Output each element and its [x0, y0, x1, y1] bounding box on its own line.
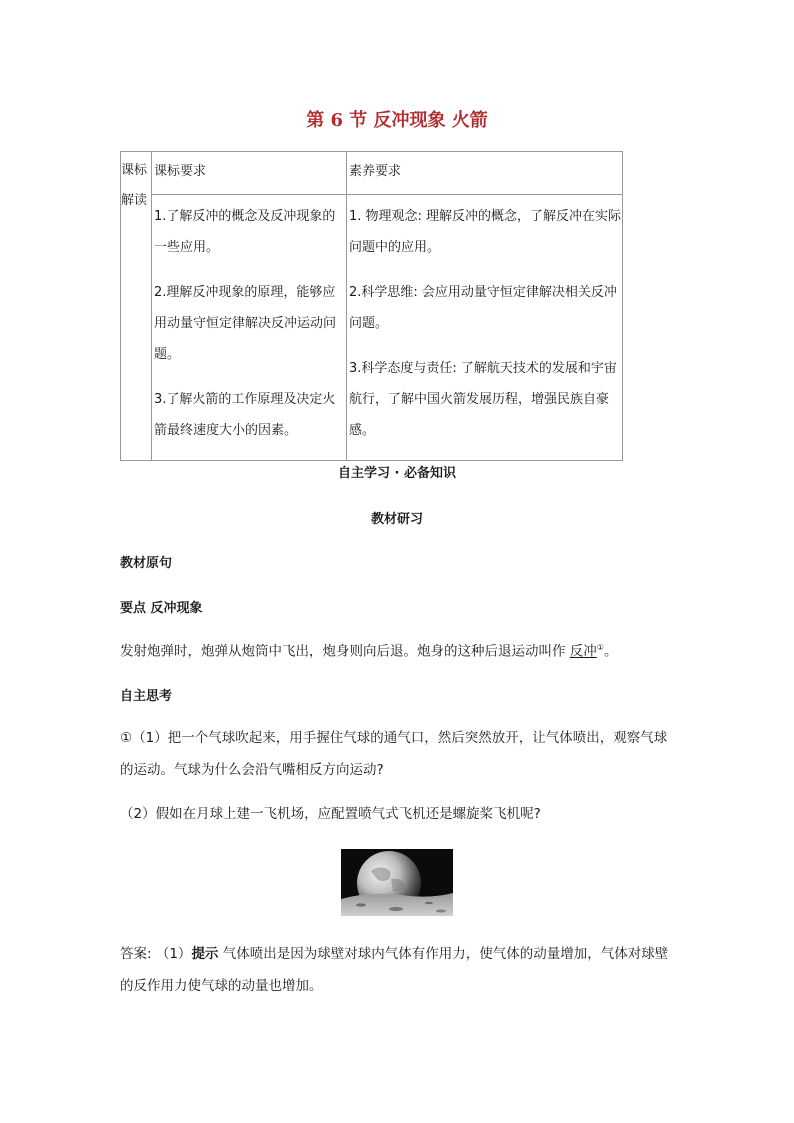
standards-cell: [152, 195, 347, 461]
answer-paragraph: 答案: （1）提示 气体喷出是因为球壁对球内气体有作用力，使气体的动量增加，气体对球壁的反作用力使气球的动量也增加。: [120, 946, 669, 994]
requirements-table: [120, 151, 623, 461]
question-1: ①（1）把一个气球吹起来，用手握住气球的通气口，然后突然放开，让气体喷出，观察气球的运动。气球为什么会沿气嘴相反方向运动?: [120, 730, 668, 778]
literacy-item: 2.科学思维: 会应用动量守恒定律解决相关反冲问题。: [349, 285, 617, 331]
earth-over-moon-image: [341, 849, 453, 916]
standards-item: 3.了解火箭的工作原理及决定火箭最终速度大小的因素。: [154, 392, 336, 438]
section-heading-sub: 教材研习: [370, 512, 423, 527]
paragraph-recoil: 发射炮弹时，炮弹从炮筒中飞出，炮身则向后退。炮身的这种后退运动叫作 反冲①。: [120, 643, 618, 660]
literacy-item: 3.科学态度与责任: 了解航天技术的发展和宇宙航行，了解中国火箭发展历程，增强民族自豪感。: [349, 361, 617, 438]
heading-self-think: 自主思考: [120, 689, 173, 704]
table-tag-cell: [121, 152, 152, 461]
page-title: 第 6 节 反冲现象 火箭: [306, 110, 488, 131]
standards-item: 1.了解反冲的概念及反冲现象的一些应用。: [154, 209, 336, 255]
heading-key-point: 要点 反冲现象: [120, 601, 203, 616]
heading-original-text: 教材原句: [120, 556, 173, 571]
term-recoil: 反冲: [569, 643, 597, 660]
table-tag: 课标解读: [121, 163, 148, 208]
question-2: （2）假如在月球上建一飞机场，应配置喷气式飞机还是螺旋桨飞机呢?: [120, 806, 541, 822]
section-heading-main: 自主学习 · 必备知识: [338, 466, 456, 481]
literacy-item: 1. 物理观念: 理解反冲的概念，了解反冲在实际问题中的应用。: [349, 209, 622, 255]
standards-item: 2.理解反冲现象的原理，能够应用动量守恒定律解决反冲运动问题。: [154, 285, 337, 362]
literacy-cell: [347, 195, 623, 461]
footnote-mark: ①: [596, 643, 604, 652]
table-header-standards: 课标要求: [152, 152, 347, 195]
hint-label: 提示: [191, 946, 219, 962]
table-header-literacy: 素养要求: [347, 152, 623, 195]
